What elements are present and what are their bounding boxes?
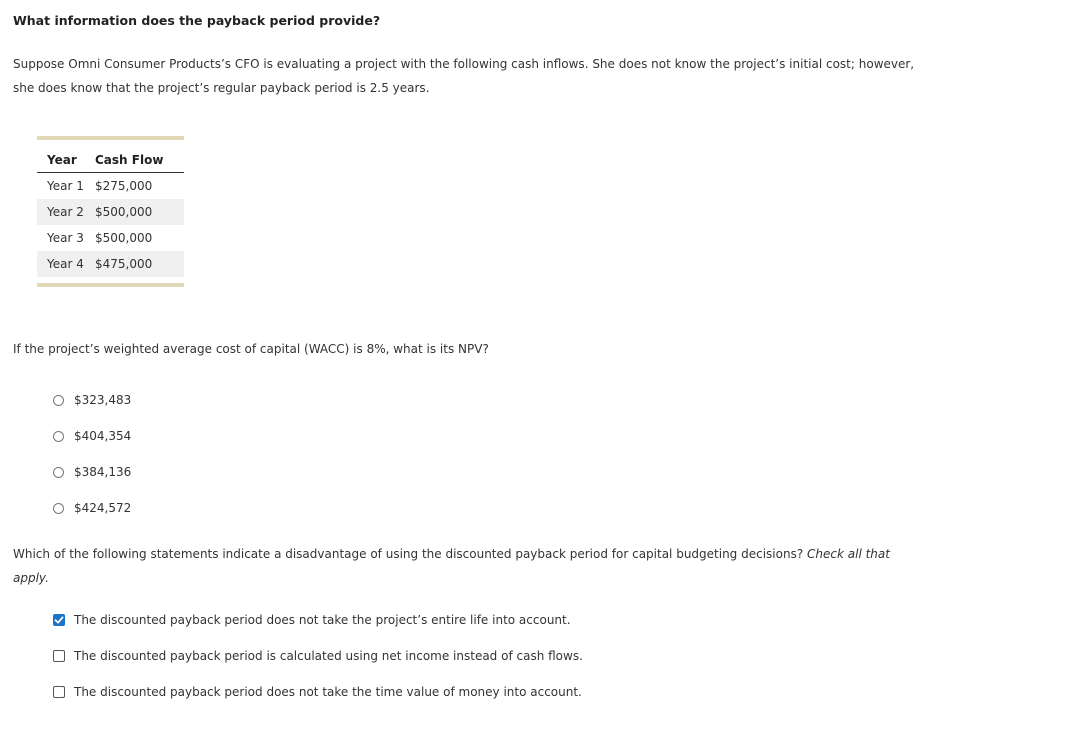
header-cash-flow: Cash Flow [95,153,164,167]
row-cash-flow: $275,000 [95,179,153,193]
checkbox[interactable] [53,614,65,626]
npv-question: If the project’s weighted average cost of capital (WACC) is 8%, what is its NPV? [13,342,489,356]
row-year: Year 1 [47,179,84,193]
row-cash-flow: $500,000 [95,231,153,245]
intro-line-2: she does know that the project’s regular payback period is 2.5 years. [13,81,430,95]
check-all-instruction: Check all that apply. [13,547,890,585]
radio-button[interactable] [53,467,64,478]
npv-options [53,382,131,526]
checkbox[interactable] [53,650,65,662]
table-row [37,251,184,277]
checkmark-icon [54,615,64,625]
header-year: Year [47,153,77,167]
row-cash-flow: $500,000 [95,205,153,219]
row-year: Year 2 [47,205,84,219]
question-heading: What information does the payback period provide? [13,13,381,28]
row-year: Year 4 [47,257,84,271]
table-row [37,199,184,225]
npv-option[interactable] [53,490,131,526]
npv-option[interactable] [53,382,131,418]
row-cash-flow: $475,000 [95,257,153,271]
npv-option-label[interactable]: $384,136 [74,465,132,479]
disadvantage-option-label[interactable]: The discounted payback period is calculated using net income instead of cash flows. [74,649,583,663]
table-row [37,225,184,251]
disadvantage-option[interactable] [53,602,583,638]
table-row [37,173,184,199]
intro-line-1: Suppose Omni Consumer Products’s CFO is evaluating a project with the following cash inflows. She does not know the project’s initial cost; however, [13,57,915,71]
radio-button[interactable] [53,395,64,406]
disadvantage-option[interactable] [53,638,583,674]
npv-option-label[interactable]: $404,354 [74,429,132,443]
intro-paragraph [13,52,1013,100]
radio-button[interactable] [53,431,64,442]
cash-flow-table [37,136,184,287]
disadvantage-option-label[interactable]: The discounted payback period does not take the time value of money into account. [74,685,582,699]
disadvantage-question [13,542,913,590]
row-year: Year 3 [47,231,84,245]
radio-button[interactable] [53,503,64,514]
npv-option[interactable] [53,418,131,454]
disadvantage-option-label[interactable]: The discounted payback period does not take the project’s entire life into account. [74,613,571,627]
npv-option-label[interactable]: $323,483 [74,393,132,407]
disadvantage-question-text: Which of the following statements indicate a disadvantage of using the discounted payback period for capital budgeting decisions? [13,547,804,561]
npv-option-label[interactable]: $424,572 [74,501,132,515]
disadvantage-options [53,602,583,710]
npv-option[interactable] [53,454,131,490]
checkbox[interactable] [53,686,65,698]
table-header-row [37,148,184,173]
disadvantage-option[interactable] [53,674,583,710]
